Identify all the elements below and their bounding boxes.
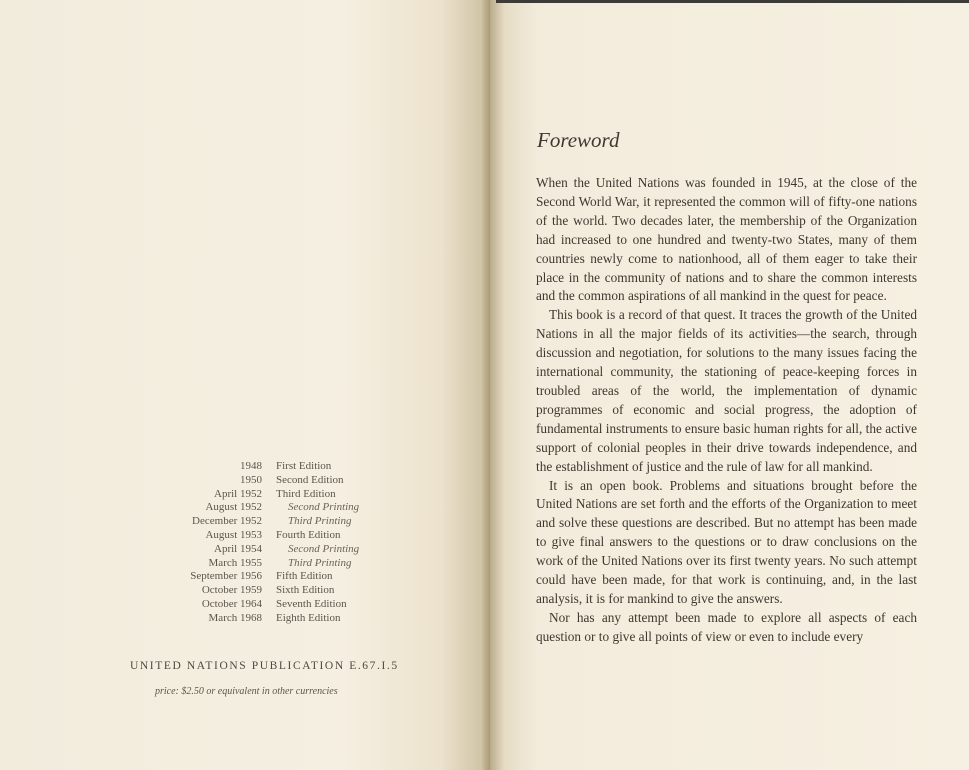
edition-date: March 1968 (208, 611, 262, 624)
edition-name: First Edition (276, 460, 332, 472)
edition-row (150, 460, 410, 474)
edition-name: Sixth Edition (276, 584, 335, 597)
edition-history (150, 460, 410, 626)
edition-date: August 1953 (205, 528, 262, 541)
edition-row (150, 529, 410, 543)
foreword-body (536, 174, 917, 647)
publication-number: UNITED NATIONS PUBLICATION E.67.I.5 (130, 660, 399, 672)
edition-name: Second Printing (288, 542, 360, 555)
edition-row (150, 515, 410, 529)
edition-name: Second Printing (288, 501, 360, 514)
edition-row (150, 474, 410, 488)
edition-date: April 1952 (214, 487, 262, 500)
edition-row (150, 543, 410, 557)
foreword-paragraph: When the United Nations was founded in 1945, at the close of the Second World War, it represented the common will of fifty-one nations of the world. Two decades later, the membership of the Organization had increased to one hundred and twenty-two States, many of them countries newly come to nationhood, all of them eager to take their place in the community of nations and to share the common interests and the common aspirations of all mankind in the quest for peace. (536, 175, 917, 304)
edition-date: 1948 (240, 460, 262, 472)
edition-date: August 1952 (205, 501, 262, 514)
edition-row (150, 557, 410, 571)
price-line: price: $2.50 or equivalent in other currencies (155, 686, 338, 697)
edition-name: Eighth Edition (276, 611, 341, 624)
edition-name: Third Printing (288, 556, 352, 569)
edition-row (150, 488, 410, 502)
edition-name: Seventh Edition (276, 597, 347, 610)
edition-date: 1950 (240, 473, 262, 486)
foreword-paragraph: It is an open book. Problems and situations brought before the United Nations are set forth and the efforts of the Organization to meet and solve these questions are described. But no attempt has been made to give final answers to the questions or to draw conclusions on the work of the United Nations over its first twenty years. No such attempt could have been made, for that work is continuing, and, in the last analysis, it is for mankind to give the answers. (536, 477, 917, 606)
edition-name: Third Printing (288, 515, 352, 528)
edition-date: December 1952 (192, 515, 262, 528)
page-top-edge (496, 0, 969, 3)
edition-date: September 1956 (190, 570, 262, 583)
edition-date: October 1964 (201, 597, 262, 610)
edition-row (150, 570, 410, 584)
edition-row (150, 501, 410, 515)
edition-date: October 1959 (201, 584, 262, 597)
foreword-title: Foreword (537, 128, 620, 152)
edition-name: Third Edition (276, 487, 336, 500)
edition-name: Fifth Edition (276, 570, 333, 583)
foreword-paragraph: Nor has any attempt been made to explore all aspects of each question or to give all points of view or even to include every (536, 609, 917, 644)
edition-row (150, 584, 410, 598)
foreword-paragraph: This book is a record of that quest. It traces the growth of the United Nations in all the major fields of its activities—the search, through discussion and negotiation, for solutions to the many issues facing the international community, the stationing of peace-keeping forces in troubled areas of the world, the implementation of dynamic programmes of economic and social progress, the adoption of fundamental instruments to ensure basic human rights for all, the active support of colonial peoples in their drive towards independence, and the establishment of justice and the rule of law for all mankind. (536, 307, 917, 474)
edition-row (150, 598, 410, 612)
edition-date: March 1955 (208, 556, 262, 569)
edition-date: April 1954 (214, 542, 262, 555)
edition-name: Fourth Edition (276, 528, 341, 541)
edition-row (150, 612, 410, 626)
edition-name: Second Edition (276, 473, 344, 486)
